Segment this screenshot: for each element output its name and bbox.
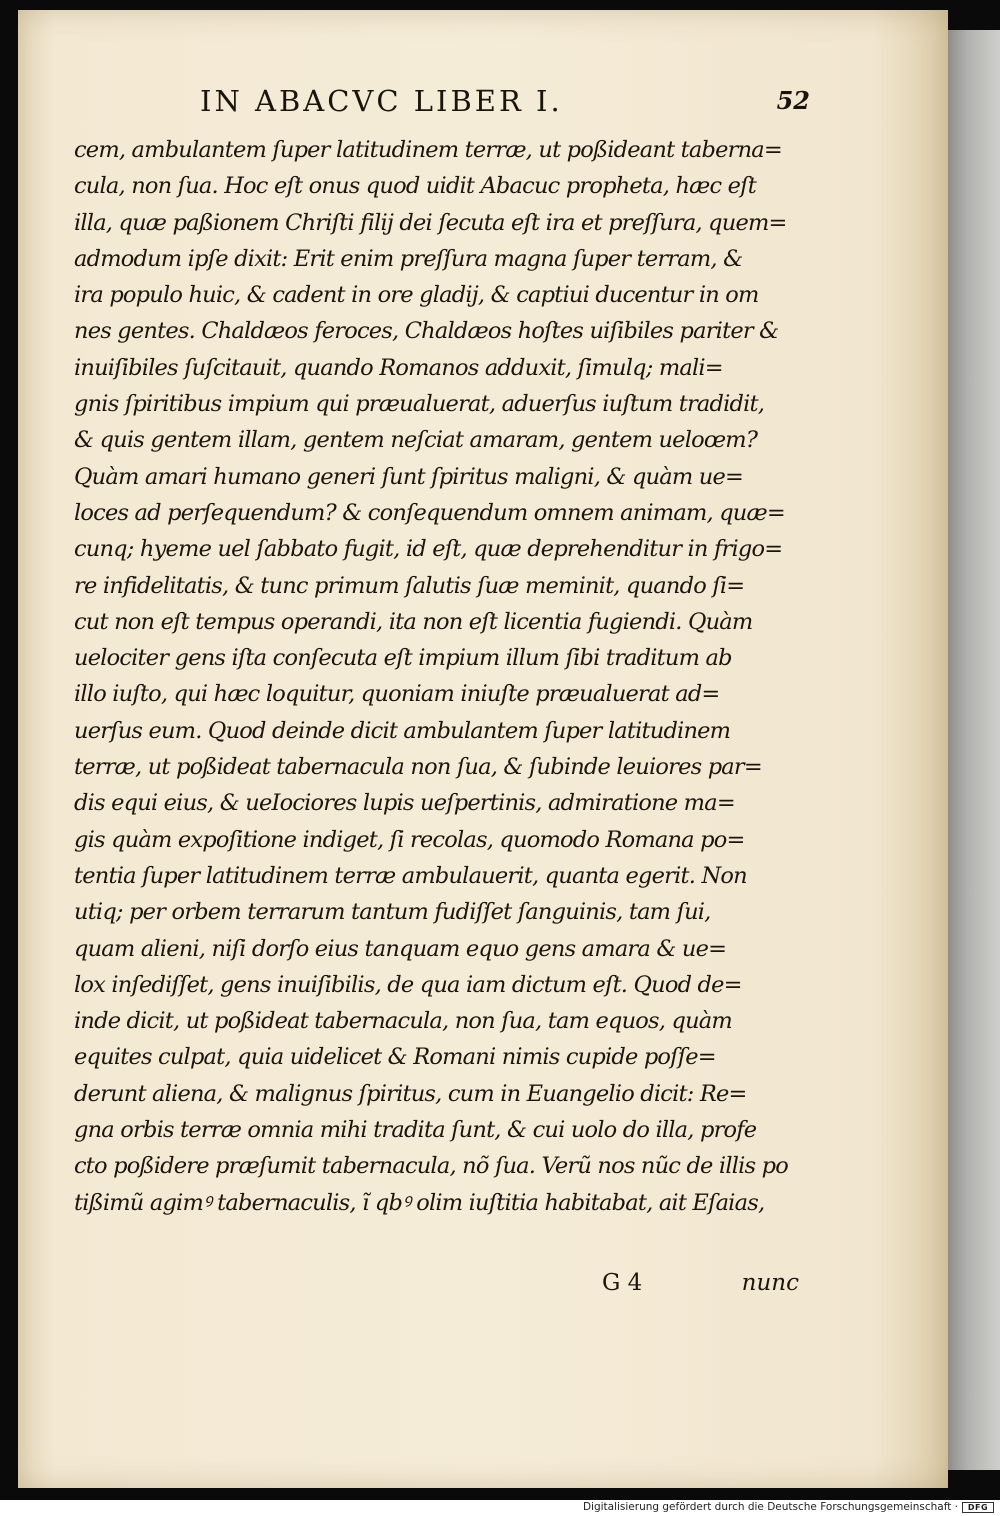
text-line: cut non eſt tempus operandi, ita non eſt licentia fugiendi. Quàm: [74, 608, 753, 635]
text-line: gnis ſpiritibus impium qui præualuerat, aduerſus iuſtum tradidit,: [74, 391, 765, 418]
catchword: nunc: [741, 1270, 799, 1296]
text-line: illo iuſto, qui hæc loquitur, quoniam iniuſte præualuerat ad=: [74, 681, 720, 708]
next-page-edge: [948, 30, 1000, 1470]
text-line: admodum ipſe dixit: Erit enim preſſura magna ſuper terram, &: [74, 245, 743, 272]
text-line: gna orbis terræ omnia mihi tradita ſunt, & cui uolo do illa, profe: [74, 1117, 757, 1144]
text-line: re infidelitatis, & tunc primum ſalutis ſuæ meminit, quando ſi=: [74, 572, 745, 599]
text-line: dis equi eius, & ueIociores lupis ueſpertinis, admiratione ma=: [74, 790, 735, 817]
book-page: [18, 10, 948, 1488]
text-line: derunt aliena, & malignus ſpiritus, cum in Euangelio dicit: Re=: [74, 1080, 747, 1107]
dfg-logo: DFG: [962, 1502, 994, 1513]
text-line: tentia ſuper latitudinem terræ ambulauerit, quanta egerit. Non: [74, 862, 747, 889]
text-line: uelociter gens iſta conſecuta eſt impium illum ſibi traditum ab: [74, 645, 732, 672]
text-line: nes gentes. Chaldæos feroces, Chaldæos hoſtes uiſibiles pariter &: [74, 318, 779, 345]
body-text: [74, 132, 799, 1221]
folio-number: 52: [776, 86, 810, 115]
text-line: cem, ambulantem ſuper latitudinem terræ, ut poßideant taberna=: [74, 137, 782, 163]
text-line: quam alieni, niſi dorſo eius tanquam equo gens amara & ue=: [74, 935, 727, 962]
text-line: Quàm amari humano generi ſunt ſpiritus maligni, & quàm ue=: [74, 463, 744, 490]
text-line: tißimũ agimꝰ tabernaculis, ĩ qbꝰ olim iuſtitia habitabat, ait Eſaias,: [74, 1189, 765, 1216]
text-line: loces ad perſequendum? & conſequendum omnem animam, quæ=: [74, 499, 785, 526]
text-line: gis quàm expoſitione indiget, ſi recolas, quomodo Romana po=: [74, 826, 745, 853]
text-line: inde dicit, ut poßideat tabernacula, non ſua, tam equos, quàm: [74, 1008, 732, 1035]
text-line: inuiſibiles ſuſcitauit, quando Romanos adduxit, ſimulq; mali=: [74, 354, 723, 381]
page-footer: [74, 1270, 799, 1306]
text-line: lox inſediſſet, gens inuiſibilis, de qua iam dictum eſt. Quod de=: [74, 971, 742, 998]
text-line: cula, non ſua. Hoc eſt onus quod uidit Abacuc propheta, hæc eſt: [74, 173, 756, 200]
running-head-title: IN ABACVC LIBER I.: [200, 84, 563, 118]
text-line: terræ, ut poßideat tabernacula non ſua, & ſubinde leuiores par=: [74, 754, 762, 781]
text-line: cto poßidere præſumit tabernacula, nõ ſua. Verũ nos nũc de illis po: [74, 1153, 788, 1180]
text-line: cunq; hyeme uel ſabbato fugit, id eſt, quæ deprehenditur in frigo=: [74, 536, 783, 563]
text-line: illa, quæ paßionem Chriſti filij dei ſecuta eſt ira et preſſura, quem=: [74, 209, 787, 236]
text-line: utiq; per orbem terrarum tantum fudiſſet ſanguinis, tam ſui,: [74, 899, 711, 926]
signature-mark: G 4: [602, 1270, 643, 1296]
running-head: [200, 84, 810, 124]
credit-text: Digitalisierung gefördert durch die Deutsche Forschungsgemeinschaft ·: [582, 1501, 958, 1513]
credit-bar: [0, 1500, 1000, 1516]
text-line: uerſus eum. Quod deinde dicit ambulantem ſuper latitudinem: [74, 717, 731, 744]
text-line: & quis gentem illam, gentem neſciat amaram, gentem ueloœm?: [74, 427, 758, 454]
text-line: ira populo huic, & cadent in ore gladij, & captiui ducentur in om: [74, 282, 759, 309]
text-line: equites culpat, quia uidelicet & Romani nimis cupide poſſe=: [74, 1044, 716, 1071]
